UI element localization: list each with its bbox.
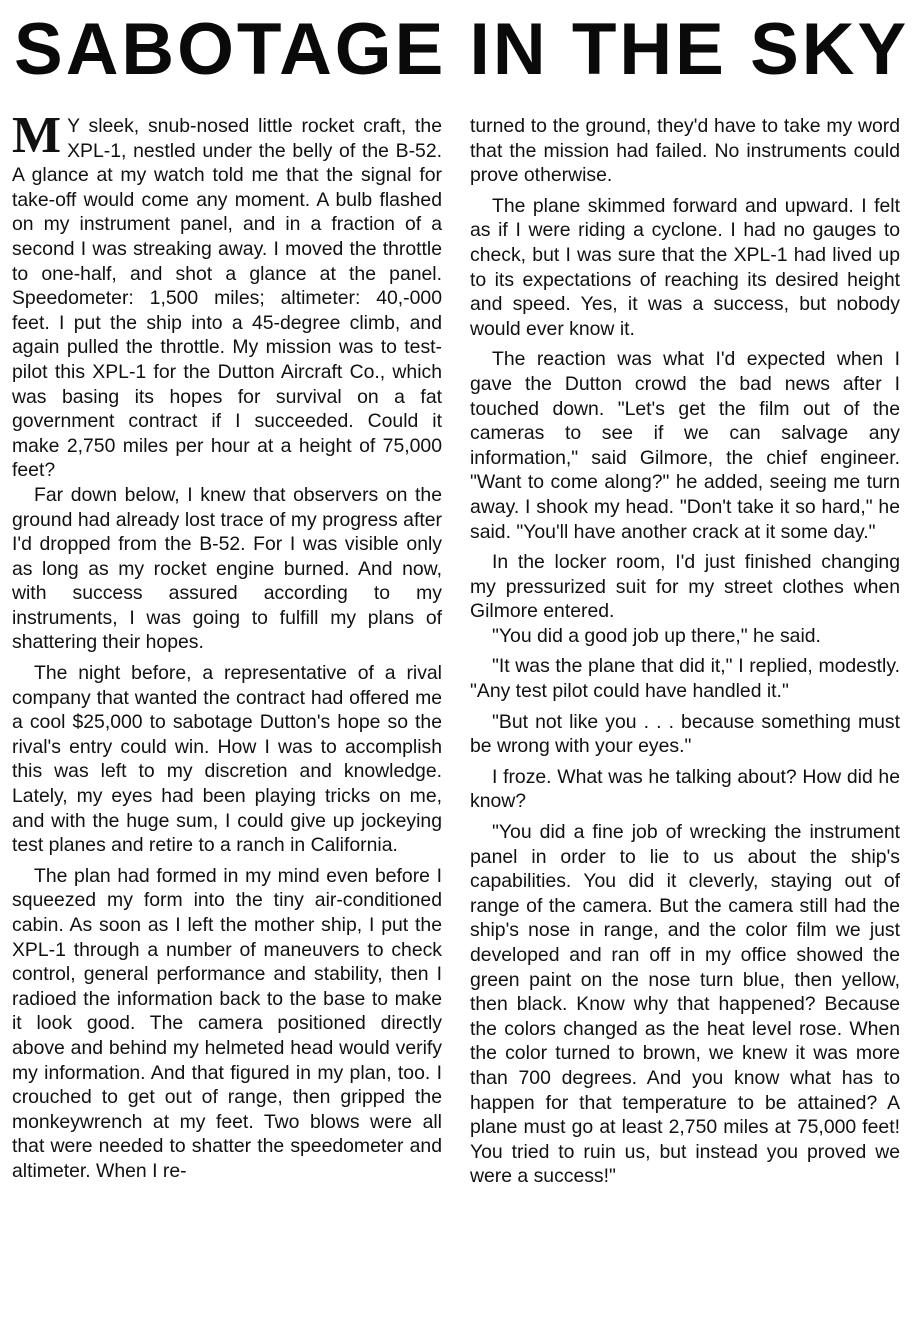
paragraph: The night before, a representative of a rival company that wanted the contract had offered me a cool $25,000 to sabotage Dutton's hope so the rival's entry could win. How I was to accomplish this was left to my discretion and knowledge. Lately, my eyes had been playing tricks on me, and with the huge sum, I could give up jockeying test planes and retire to a ranch in California. [12,662,442,857]
paragraph: The plan had formed in my mind even before I squeezed my form into the tiny air-conditioned cabin. As soon as I left the mother ship, I put the XPL-1 through a number of maneuvers to check control, general performance and stability, then I radioed the information back to the base to make it look good. The camera positioned directly above and behind my helmeted head would verify my information. And that figured in my plan, too. I crouched to get out of range, then gripped the monkeywrench at my feet. Two blows were all that were needed to shatter the speedometer and altimeter. When I re- [12,864,442,1182]
paragraph [12,107,442,483]
right-column [470,114,900,1189]
left-column [12,107,442,1189]
paragraph-text: Y sleek, snub-nosed little rocket craft, the XPL-1, nestled under the belly of the B-52. A glance at my watch told me that the signal for take-off would come any moment. A bulb flashed on my instrument panel, and in a fraction of a second I was streaking away. I moved the throttle to one-half, and shot a glance at the panel. Speedometer: 1,500 miles; altimeter: 40,-000 feet. I put the ship into a 45-degree climb, and again pulled the throttle. My mission was to test-pilot this XPL-1 for the Dutton Aircraft Co., which was basing its hopes for survival on a fat government contract if I succeeded. Could it make 2,750 miles per hour at a height of 75,000 feet? [12,115,442,482]
paragraph: In the locker room, I'd just finished changing my pressurized suit for my street clothes when Gilmore entered. [470,551,900,623]
paragraph: Far down below, I knew that observers on the ground had already lost trace of my progress after I'd dropped from the B-52. For I was visible only as long as my rocket engine burned. And now, with success assured according to my instruments, I was going to fulfill my plans of shattering their hopes. [12,483,442,654]
paragraph: The plane skimmed forward and upward. I felt as if I were riding a cyclone. I had no gauges to check, but I was sure that the XPL-1 had lived up to its expectations of reaching its desired height and speed. Yes, it was a success, but nobody would ever know it. [470,194,900,340]
paragraph: turned to the ground, they'd have to take my word that the mission had failed. No instruments could prove otherwise. [470,115,900,187]
paragraph: The reaction was what I'd expected when I gave the Dutton crowd the bad news after I touched down. "Let's get the film out of the cameras to see if we can salvage any information," said Gilmore, the chief engineer. "Want to come along?" he added, seeing me turn away. I shook my head. "Don't take it so hard," he said. "You'll have another crack at it some day." [470,348,900,543]
story-title: SABOTAGE IN THE SKY [14,9,910,90]
drop-cap: M [12,107,62,164]
paragraph: "But not like you . . . because something must be wrong with your eyes." [470,710,900,758]
paragraph: "It was the plane that did it," I replied, modestly. "Any test pilot could have handled it." [470,655,900,703]
story-columns [12,107,900,1189]
paragraph: "You did a fine job of wrecking the instrument panel in order to lie to us about the ship's capabilities. You did it cleverly, staying out of range of the camera. But the camera still had the ship's nose in range, and the color film we just developed and ran off in my office showed the green paint on the nose turn blue, then yellow, then black. Know why that happened? Because the colors changed as the heat level rose. When the color turned to brown, we knew it was more than 700 degrees. And you know what has to happen for that temperature to be attained? A plane must go at least 2,750 miles at 75,000 feet! You tried to ruin us, but instead you proved we were a success!" [470,821,900,1188]
paragraph: I froze. What was he talking about? How did he know? [470,765,900,813]
paragraph: "You did a good job up there," he said. [492,624,821,647]
